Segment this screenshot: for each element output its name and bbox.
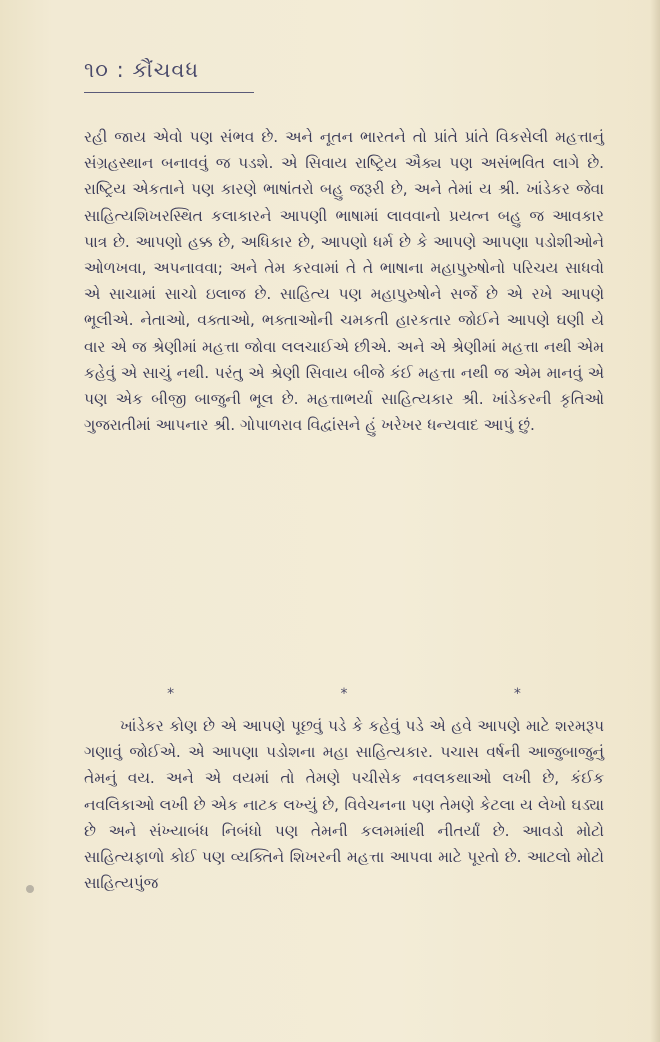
header-separator: : bbox=[116, 58, 125, 82]
paragraph-1: રહી જાય એવો પણ સંભવ છે. અને નૂતન ભારતને તો પ્રાંતે પ્રાંતે વિકસેલી મહત્તાનું સંગ્રહસ્થાન બનાવવું જ પડશે. એ સિવાય રાષ્ટ્રિય ઐક્ય પણ અસંભવિત લાગે છે. રાષ્ટ્રિય એકતાને પણ કારણે ભાષાંતરો બહુ જરૂરી છે, અને તેમાં ય શ્રી. ખાંડેકર જેવા સાહિત્યશિખરસ્થિત કલાકારને આપણી ભાષામાં લાવવાનો પ્રયત્ન બહુ જ આવકાર પાત્ર છે. આપણો હક્ક છે, અધિકાર છે, આપણો ધર્મ છે કે આપણે આપણા પડોશીઓને ઓળખવા, અપનાવવા; અને તેમ કરવામાં તે તે ભાષાના મહાપુરુષોનો પરિચય સાધવો એ સાચામાં સાચો ઇલાજ છે. સાહિત્ય પણ મહાપુરુષોને સર્જે છે એ રખે આપણે ભૂલીએ. નેતાઓ, વક્તાઓ, ભક્તાઓની ચમકતી હારકતાર જોઈને આપણે ઘણી યે વાર એ જ શ્રેણીમાં મહત્તા જોવા લલચાઈએ છીએ. અને એ શ્રેણીમાં મહત્તા નથી એમ કહેવું એ સાચું નથી. પરંતુ એ શ્રેણી સિવાય બીજે કંઈ મહત્તા નથી જ એમ માનવું એ પણ એક બીજી બાજુની ભૂલ છે. મહત્તાભર્યા સાહિત્યકાર શ્રી. ખાંડેકરની કૃતિઓ ગુજરાતીમાં આપનાર શ્રી. ગોપાળરાવ વિદ્વાંસને હું ખરેખર ધન્યવાદ આપું છું. bbox=[84, 128, 604, 435]
section-separator bbox=[84, 686, 604, 702]
header-rule bbox=[84, 92, 254, 93]
running-header bbox=[84, 58, 199, 83]
book-title: કૌંચવધ bbox=[132, 58, 200, 82]
separator-star: * bbox=[340, 686, 348, 702]
page-edge-shadow bbox=[650, 0, 660, 1042]
paragraph-2: ખાંડેકર કોણ છે એ આપણે પૂછવું પડે કે કહેવું પડે એ હવે આપણે માટે શરમરૂપ ગણાવું જોઈએ. એ આપણા પડોશના મહા સાહિત્યકાર. પચાસ વર્ષની આજુબાજુનું તેમનું વય. અને એ વયમાં તો તેમણે પચીસેક નવલકથાઓ લખી છે, કંઈક નવલિકાઓ લખી છે એક નાટક લખ્યું છે, વિવેચનના પણ તેમણે કેટલા ય લેખો ઘડ્યા છે અને સંખ્યાબંધ નિબંધો પણ તેમની કલમમાંથી નીતર્યાં છે. આવડો મોટો સાહિત્યફાળો કોઈ પણ વ્યક્તિને શિખરની મહત્તા આપવા માટે પૂરતો છે. આટલો મોટો સાહિત્યપુંજ bbox=[84, 717, 604, 893]
separator-star: * bbox=[513, 686, 521, 702]
page-number: ૧૦ bbox=[84, 58, 109, 82]
separator-star: * bbox=[167, 686, 175, 702]
page-blemish-mark bbox=[26, 885, 34, 893]
